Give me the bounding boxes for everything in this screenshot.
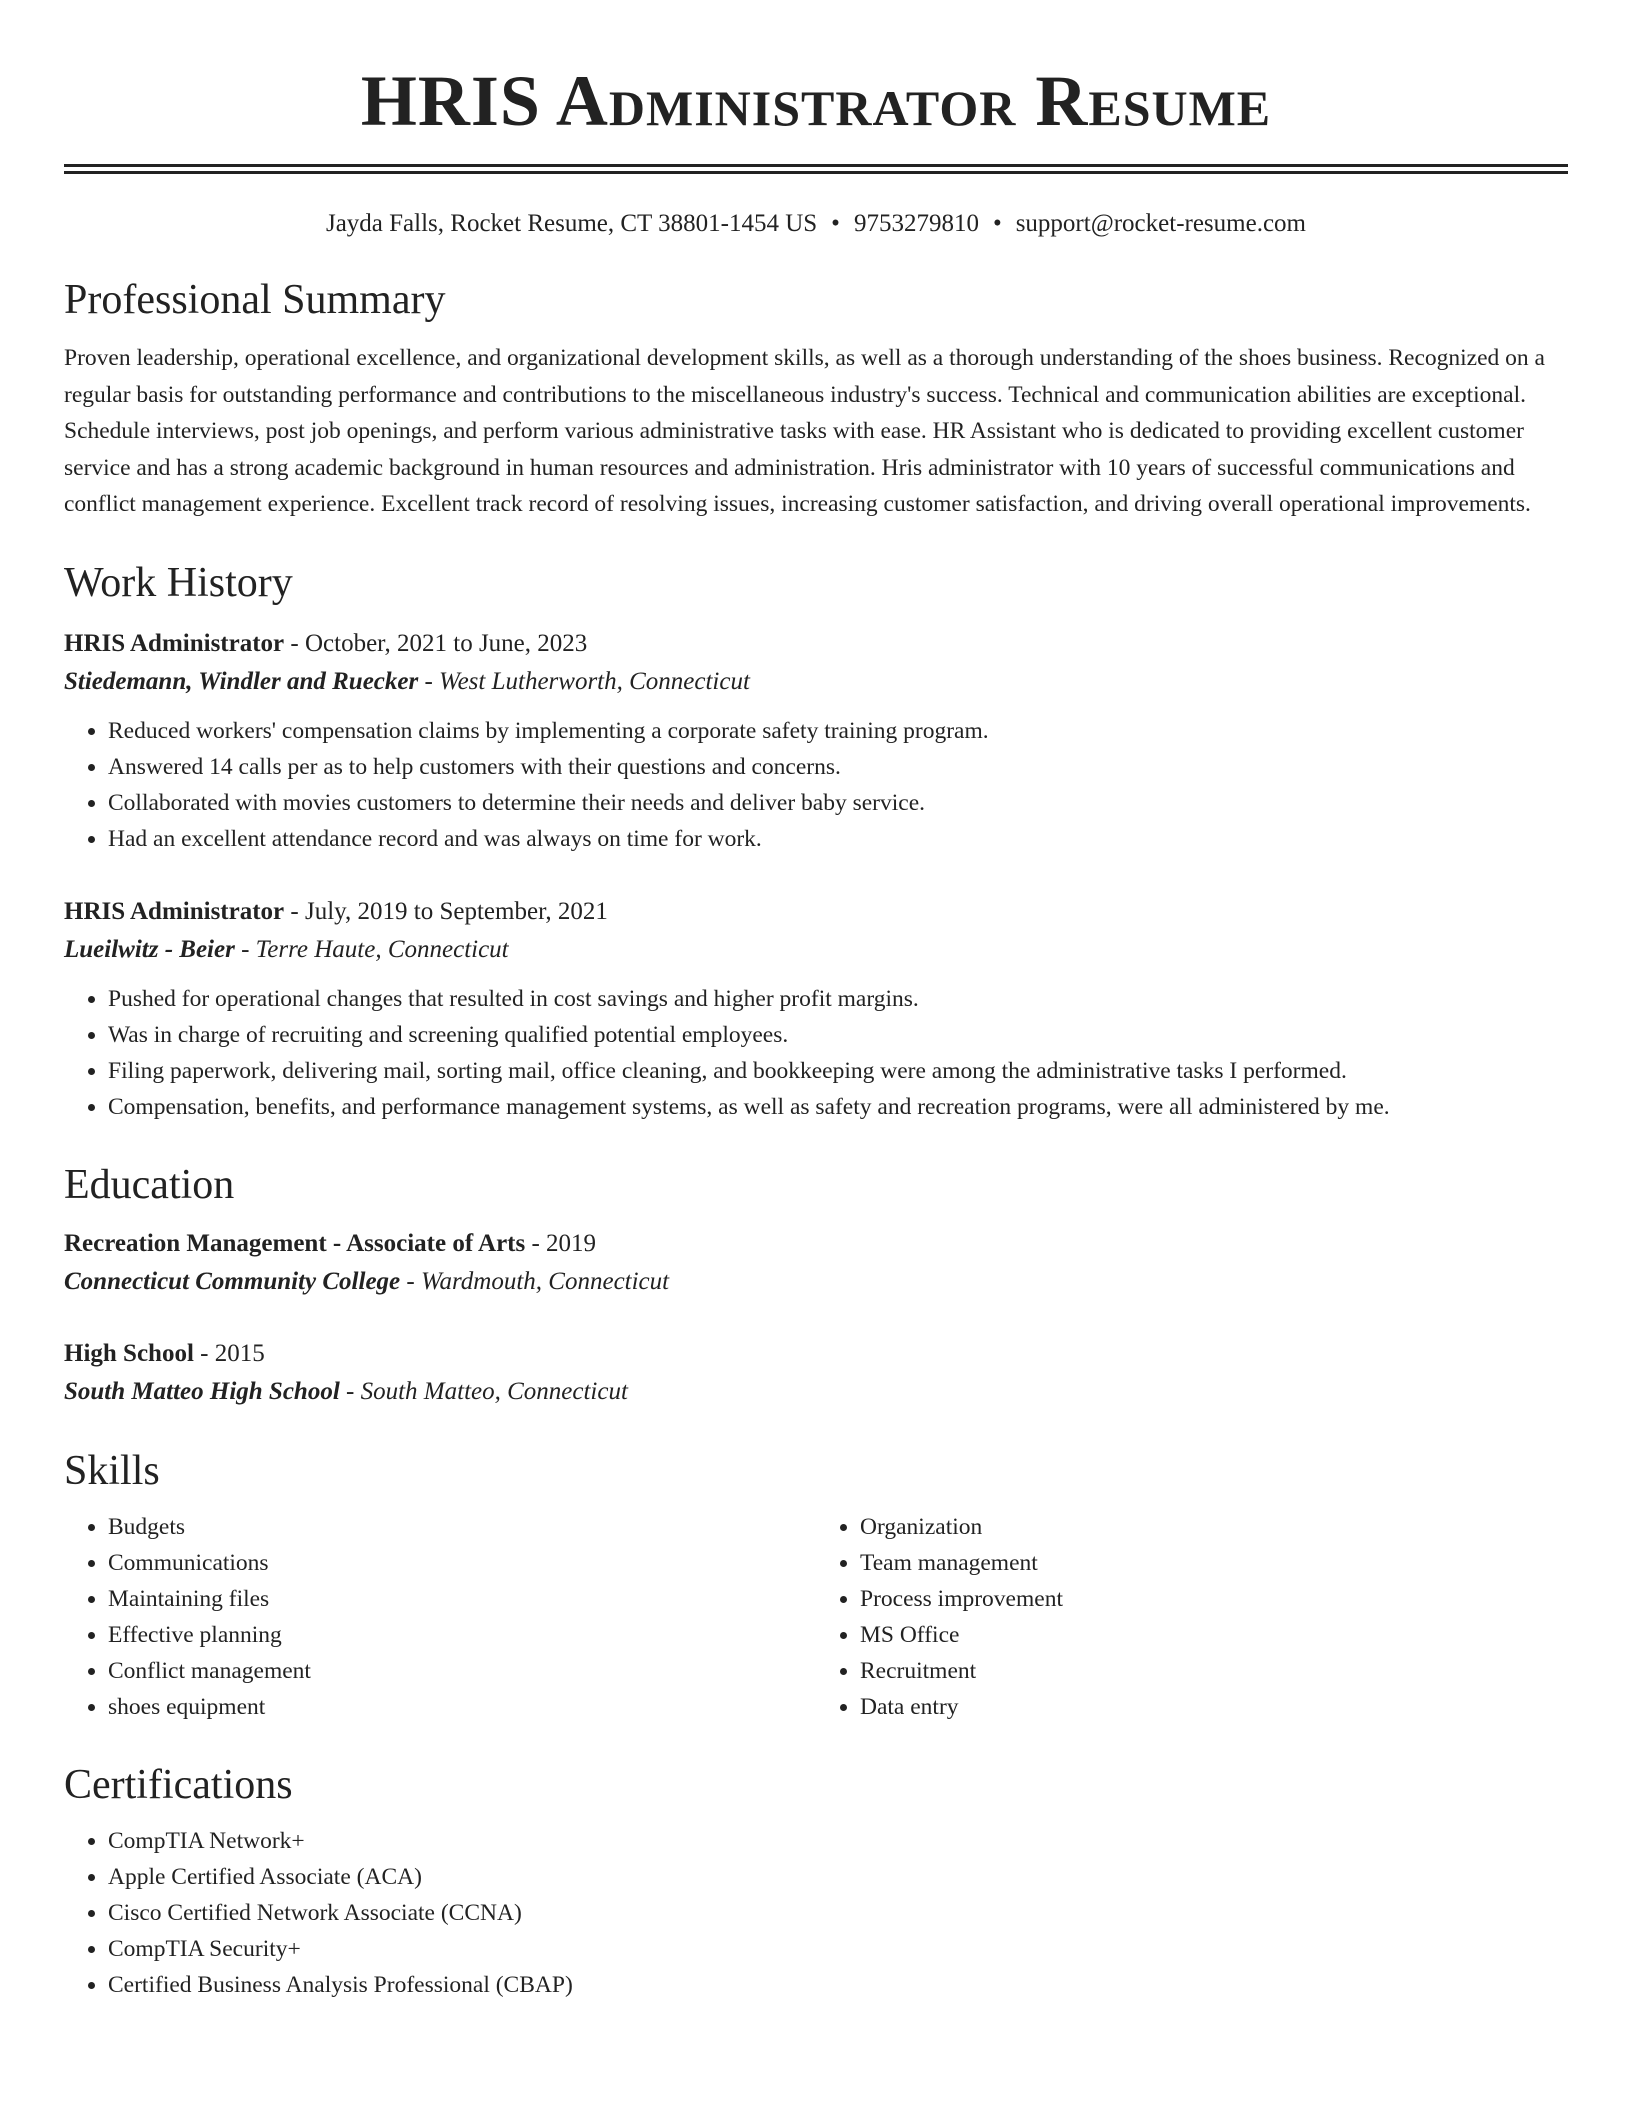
job-company: Lueilwitz - Beier [64, 935, 235, 963]
job-title: HRIS Administrator [64, 629, 285, 657]
list-item: • Was in charge of recruiting and screening qualified potential employees. [108, 1017, 1568, 1053]
education-school: Connecticut Community College [64, 1267, 401, 1295]
list-item: • Team management [860, 1545, 1568, 1581]
contact-line [64, 208, 1568, 240]
list-item: • Filing paperwork, delivering mail, sorting mail, office cleaning, and bookkeeping were among the administrative tasks I performed. [108, 1053, 1568, 1089]
education-degree: Recreation Management - Associate of Arts [64, 1229, 526, 1257]
list-item: • Data entry [860, 1689, 1568, 1725]
list-item: • Pushed for operational changes that resulted in cost savings and higher profit margins. [108, 981, 1568, 1017]
list-item: • Organization [860, 1509, 1568, 1545]
education-location: - South Matteo, Connecticut [339, 1377, 628, 1405]
skills-heading: Skills [64, 1447, 160, 1494]
education-school-line [64, 1263, 1568, 1301]
list-item: • Communications [108, 1545, 816, 1581]
list-item: • Reduced workers' compensation claims by implementing a corporate safety training program. [108, 713, 1568, 749]
job-bullets [64, 713, 1568, 857]
education-degree-line [64, 1335, 1568, 1373]
list-item: • MS Office [860, 1617, 1568, 1653]
list-item: • shoes equipment [108, 1689, 816, 1725]
job-company-line [64, 931, 1568, 969]
list-item: • Budgets [108, 1509, 816, 1545]
list-item: • Recruitment [860, 1653, 1568, 1689]
skills-list-right [816, 1509, 1568, 1725]
certifications-list [64, 1823, 1568, 2003]
job-location: - Terre Haute, Connecticut [234, 935, 509, 963]
resume-title: HRIS Administrator Resume [360, 61, 1272, 141]
title-double-rule [64, 164, 1568, 174]
skills-columns [64, 1509, 1568, 1725]
job-bullets [64, 981, 1568, 1125]
contact-phone: 9753279810 [853, 210, 979, 237]
list-item: • Answered 14 calls per as to help customers with their questions and concerns. [108, 749, 1568, 785]
list-item: • Conflict management [108, 1653, 816, 1689]
job-title: HRIS Administrator [64, 897, 285, 925]
education-year: - 2019 [525, 1229, 597, 1257]
work-history-heading: Work History [64, 559, 293, 606]
job-title-line [64, 893, 1568, 931]
education-school-line [64, 1373, 1568, 1411]
contact-email: support@rocket-resume.com [1015, 210, 1306, 237]
skills-list-left [64, 1509, 816, 1725]
education-school: South Matteo High School [64, 1377, 340, 1405]
list-item: • Effective planning [108, 1617, 816, 1653]
job-title-line [64, 625, 1568, 663]
job-dates: - July, 2019 to September, 2021 [284, 897, 608, 925]
education-degree: High School [64, 1339, 194, 1367]
contact-separator: • [992, 210, 1002, 237]
job-entry [64, 625, 1568, 857]
list-item: • Cisco Certified Network Associate (CCNA) [108, 1895, 1568, 1931]
list-item: • Apple Certified Associate (ACA) [108, 1859, 1568, 1895]
education-heading: Education [64, 1161, 235, 1208]
job-company-line [64, 663, 1568, 701]
contact-separator: • [831, 210, 840, 237]
education-entry [64, 1335, 1568, 1411]
contact-address: Jayda Falls, Rocket Resume, CT 38801-1454 US [325, 210, 818, 237]
list-item: • Certified Business Analysis Professional (CBAP) [108, 1967, 1568, 2003]
education-year: - 2015 [193, 1339, 265, 1367]
list-item: • Had an excellent attendance record and was always on time for work. [108, 821, 1568, 857]
job-company: Stiedemann, Windler and Ruecker [64, 667, 419, 695]
list-item: • CompTIA Network+ [108, 1823, 1568, 1859]
job-entry [64, 893, 1568, 1125]
summary-text: Proven leadership, operational excellence, and organizational development skills, as well as a thorough understanding of the shoes business. Recognized on a regular basis for outstanding performance and contributions to the miscellaneous industry's success. Technical and communication abilities are exceptional. Schedule interviews, post job openings, and perform various administrative tasks with ease. HR Assistant who is dedicated to providing excellent customer service and has a strong academic background in human resources and administration. Hris administrator with 10 years of successful communications and conflict management experience. Excellent track record of resolving issues, increasing customer satisfaction, and driving overall operational improvements. [64, 345, 1545, 517]
list-item: • Compensation, benefits, and performance management systems, as well as safety and recreation programs, were all administered by me. [108, 1089, 1568, 1125]
education-location: - Wardmouth, Connecticut [400, 1267, 670, 1295]
job-dates: - October, 2021 to June, 2023 [284, 629, 588, 657]
summary-heading: Professional Summary [64, 277, 446, 323]
job-location: - West Lutherworth, Connecticut [418, 667, 750, 695]
certifications-heading: Certifications [64, 1761, 293, 1808]
education-degree-line [64, 1225, 1568, 1263]
list-item: • Maintaining files [108, 1581, 816, 1617]
list-item: • CompTIA Security+ [108, 1931, 1568, 1967]
list-item: • Process improvement [860, 1581, 1568, 1617]
list-item: • Collaborated with movies customers to determine their needs and deliver baby service. [108, 785, 1568, 821]
education-entry [64, 1225, 1568, 1301]
